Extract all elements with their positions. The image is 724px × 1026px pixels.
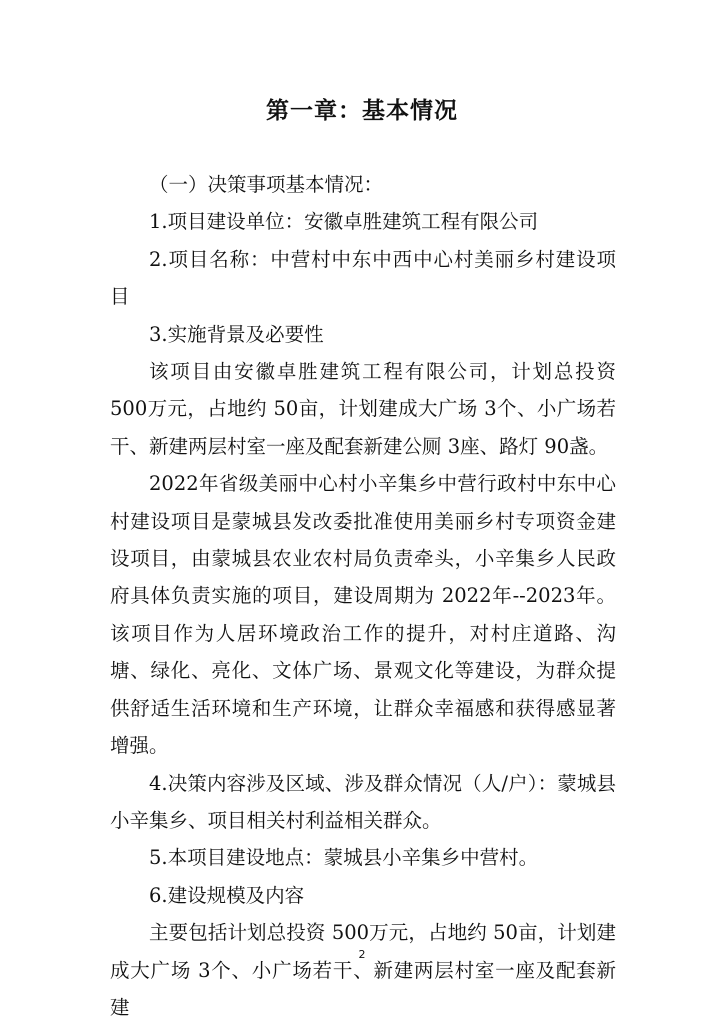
paragraph-project-summary: 该项目由安徽卓胜建筑工程有限公司，计划总投资 500万元，占地约 50亩，计划建成大广场 3个、小广场若干、新建两层村室一座及配套新建公厕 3座、路灯 90盏。 — [110, 360, 616, 458]
paragraph-item-2: 2.项目名称：中营村中东中西中心村美丽乡村建设项目 — [110, 247, 616, 309]
paragraph-item-6: 6.建设规模及内容 — [149, 883, 305, 907]
paragraph-project-background: 2022年省级美丽中心村小辛集乡中营行政村中东中心村建设项目是蒙城县发改委批准使用美丽乡村专项资金建设项目，由蒙城县农业农村局负责牵头，小辛集乡人民政府具体负责实施的项目，建设周期为 2022年--2023年。该项目作为人居环境政治工作的提升，对村庄道路、沟塘、绿化、亮化、文体广场、景观文化等建设，为群众提供舒适生活环境和生产环境，让群众幸福感和获得感显著增强。 — [110, 472, 616, 758]
paragraph-item-4: 4.决策内容涉及区域、涉及群众情况（人/户）：蒙城县小辛集乡、项目相关村利益相关群众。 — [110, 771, 616, 832]
paragraph-item-1: 1.项目建设单位：安徽卓胜建筑工程有限公司 — [149, 210, 539, 234]
paragraph-section-heading: （一）决策事项基本情况： — [149, 173, 384, 196]
paragraph-item-3: 3.实施背景及必要性 — [149, 322, 324, 346]
page-number: 2 — [358, 948, 366, 961]
paragraph-item-5: 5.本项目建设地点：蒙城县小辛集乡中营村。 — [149, 846, 539, 870]
paragraph-scope: 主要包括计划总投资 500万元，占地约 50亩，计划建成大广场 3个、小广场若干、新建两层村室一座及配套新建 — [110, 921, 616, 1019]
chapter-title: 第一章：基本情况 — [266, 98, 458, 124]
document-body — [110, 166, 616, 1026]
